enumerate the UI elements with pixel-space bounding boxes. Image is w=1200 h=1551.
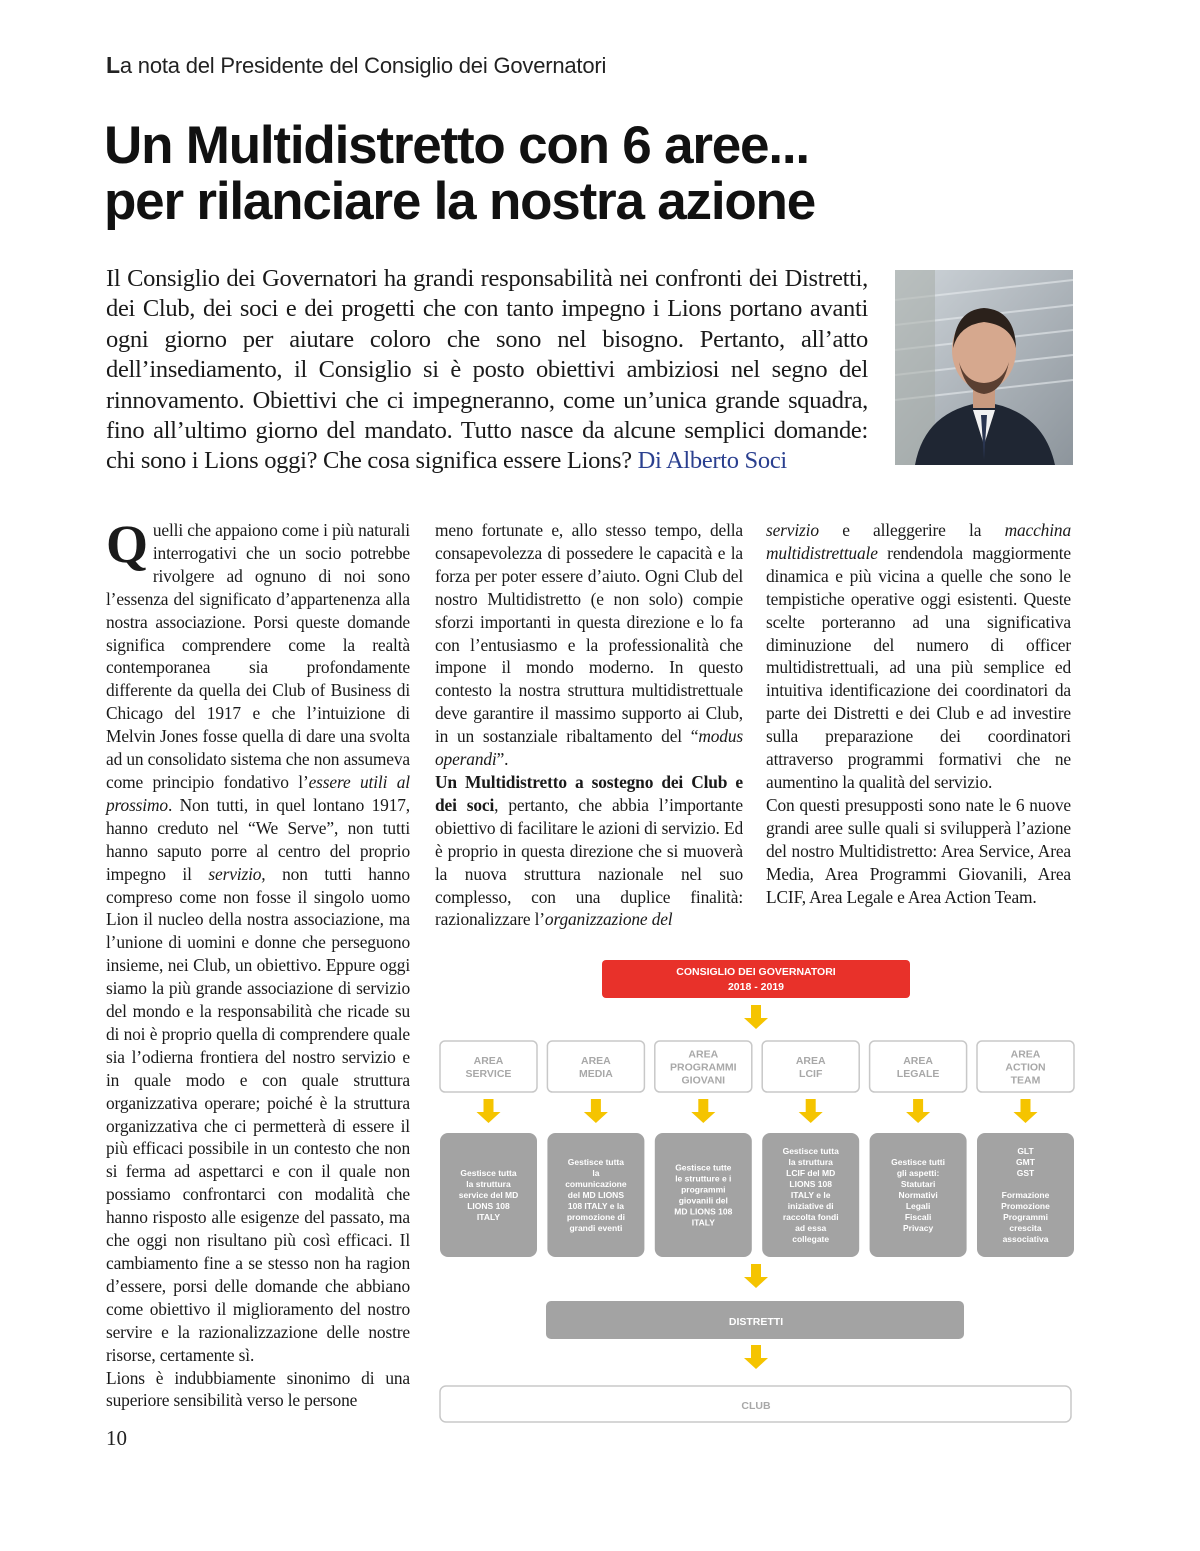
area-description-text: giovanili del [678, 1195, 728, 1206]
area-title-text: AREA [903, 1055, 933, 1067]
arrow-down-icon [744, 1264, 768, 1288]
area-description-text: raccolta fondi [782, 1212, 839, 1222]
arrow-down-icon [1014, 1099, 1038, 1123]
body-column-1 [106, 514, 410, 1412]
body-paragraph: Con questi presupposti sono nate le 6 nuove grandi aree sulle quali si svilupperà l’azione del nostro Multidistretto: Area Service, Area Media, Area Programmi Giovanili, Area LCIF, Area Legale e Area Action Team. [766, 794, 1071, 907]
area-title-text: AREA [795, 1055, 826, 1067]
area-description-text: la [592, 1168, 600, 1178]
area-description-text: Promozione [1001, 1201, 1050, 1211]
area-description-text: GMT [1016, 1157, 1035, 1167]
area-description-text: Statutari [900, 1179, 936, 1189]
area-description-text: ITALY e le [790, 1190, 831, 1200]
section-kicker: La nota del Presidente del Consiglio dei Governatori [106, 52, 607, 78]
body-column-3 [766, 519, 1071, 908]
area-description-text: GLT [1017, 1146, 1034, 1156]
area-title-text: ACTION [1005, 1061, 1046, 1074]
arrow-down-icon [477, 1099, 501, 1123]
area-description-text: Legali [905, 1201, 931, 1211]
area-description-text: 108 ITALY e la [567, 1201, 624, 1211]
area-title-text: AREA [688, 1048, 719, 1061]
arrow-down-icon [744, 1345, 768, 1369]
area-description-text: gli aspetti: [896, 1168, 940, 1178]
area-description-text: ITALY [476, 1212, 501, 1222]
area-description-text: LCIF del MD [786, 1168, 836, 1178]
consiglio-title: CONSIGLIO DEI GOVERNATORI [676, 966, 836, 978]
area-description-text: MD LIONS 108 [674, 1206, 733, 1217]
area-description-text: Normativi [898, 1190, 938, 1200]
body-paragraph: servizio e alleggerire la macchina multidistrettuale rendendola maggiormente dinamica e più vicina a quelle che sono le tempistiche operative oggi esistenti. Queste scelte porteranno ad una significativa diminuzione del numero di officer multidistrettuali, ad una più semplice ed intuitiva identificazione dei coordinatori da parte dei Distretti e dei Club e ad investire sulla preparazione dei coordinatori attraverso programmi formativi che ne aumentino la qualità del servizio. [766, 520, 1071, 792]
area-description-text: Gestisce tutti [891, 1157, 946, 1167]
area-title-text: AREA [1010, 1048, 1041, 1061]
area-description-text: collegate [792, 1234, 830, 1244]
area-title-text: PROGRAMMI [670, 1061, 737, 1074]
headline-line-1: Un Multidistretto con 6 aree... [104, 116, 809, 175]
author-portrait [895, 270, 1073, 465]
area-description-text: promozione di [566, 1212, 625, 1222]
area-title-text: LCIF [799, 1068, 823, 1080]
body-paragraph: meno fortunate e, allo stesso tempo, della consapevolezza di possedere le capacità e la forza per poter essere d’aiuto. Ogni Club del nostro Multidistretto (e non solo) compie sforzi importanti in questa direzione e lo fa con l’entusiasmo e la professionalità che impone il mondo moderno. In questo contesto la nostra struttura multidistrettuale deve garantire il massimo supporto ai Club, in un sostanziale ribaltamento del “modus operandi”. [435, 520, 743, 770]
area-title-text: AREA [473, 1055, 504, 1067]
body-paragraph: Quelli che appaiono come i più naturali interrogativi che un socio potrebbe rivolgere ad ognuno di noi sono l’essenza del significato d’appartenenza alla nostra associazione. Porsi queste domande significa comprendere come la realtà contemporanea sia profondamente differente da quella dei Club of Business di Chicago del 1917 e che l’intuizione di Melvin Jones fosse quella di dare una svolta ad un consolidato sistema che non assumeva come principio fondativo l’essere utili al prossimo. Non tutti, in quel lontano 1917, hanno creduto nel “We Serve”, non tutti hanno saputo porre al centro del proprio impegno il servizio, non tutti hanno compreso come non fosse il singolo uomo Lion il nucleo della nostra associazione, ma l’unione di uomini e donne che perseguono insieme, nei Club, un obiettivo. Eppure oggi siamo la più grande associazione di servizio del mondo e la responsabilità che ricade su di noi è proprio quella di comprendere quale sia l’odierna frontiera del nostro servizio e in quale modo e con quale struttura organizzativa operare; poiché è la struttura organizzativa che ci permetterà di essere il più efficaci possibile in un contesto che non si ferma ad aspettarci e con il quale non possiamo confrontarci con modalità che hanno risposto alle esigenze del passato, ma che oggi non risultano più così efficaci. Il cambiamento fine a se stesso non ha ragion d’essere, porsi delle domande che abbiano come obiettivo il miglioramento del nostro servire e la razionalizzazione delle nostre risorse, certamente sì. [106, 514, 410, 1365]
consiglio-years: 2018 - 2019 [727, 981, 785, 993]
area-description-text: Programmi [1003, 1212, 1048, 1222]
club-label: CLUB [741, 1400, 771, 1412]
org-chart [430, 950, 1080, 1440]
area-description-text: Gestisce tutta [782, 1146, 839, 1156]
area-description-text: Privacy [902, 1223, 934, 1233]
area-title-text: LEGALE [896, 1068, 940, 1080]
area-description-text: ITALY [691, 1217, 715, 1228]
body-column-2 [435, 519, 743, 931]
area-title-text: GIOVANI [681, 1074, 726, 1087]
area-description-text: LIONS 108 [467, 1201, 510, 1211]
lead-paragraph: Il Consiglio dei Governatori ha grandi responsabilità nei confronti dei Distretti, dei Club, dei soci e dei progetti che con tanto impegno i Lions portano avanti ogni giorno per aiutare coloro che sono nel bisogno. Pertanto, all’atto dell’insediamento, il Consiglio si è posto obiettivi ambiziosi nel segno del rinnovamento. Obiettivi che ci impegneranno, come un’unica grande squadra, fino all’ultimo giorno del mandato. Tutto nasce da alcune semplici domande: chi sono i Lions oggi? Che cosa significa essere Lions? Di Alberto Soci [106, 265, 868, 475]
distretti-label: DISTRETTI [728, 1316, 784, 1328]
arrow-down-icon [906, 1099, 930, 1123]
area-description-text: la struttura [788, 1157, 833, 1167]
area-description-text: ad essa [795, 1223, 827, 1233]
area-description-text: Gestisce tutta [460, 1168, 517, 1178]
area-description-text: le strutture e i [675, 1173, 732, 1184]
author-byline: Di Alberto Soci [637, 447, 787, 475]
area-description-text: associativa [1002, 1234, 1049, 1244]
area-description-text: la struttura [466, 1179, 511, 1189]
headline-line-2: per rilanciare la nostra azione [104, 172, 815, 231]
drop-cap: Q [106, 514, 148, 574]
area-description-text: programmi [681, 1184, 726, 1195]
page-number: 10 [106, 1426, 127, 1450]
area-description-text: crescita [1009, 1223, 1042, 1233]
body-paragraph: Un Multidistretto a sostegno dei Club e dei soci, pertanto, che abbia l’importante obiettivo di facilitare le azioni di servizio. Ed è proprio in questa direzione che si muoverà la nuova struttura nazionale nel suo complesso, con una duplice finalità: razionalizzare l’organizzazione del [435, 771, 744, 930]
arrow-down-icon [744, 1005, 768, 1029]
area-title-text: AREA [581, 1055, 611, 1067]
area-description-text: Fiscali [904, 1212, 932, 1222]
area-description-text: GST [1016, 1168, 1035, 1178]
headline [104, 118, 1104, 230]
arrow-down-icon [799, 1099, 823, 1123]
area-description-text: Gestisce tutte [675, 1162, 732, 1173]
area-title-text: TEAM [1010, 1074, 1041, 1087]
area-description-text: Formazione [1001, 1190, 1050, 1200]
arrow-down-icon [691, 1099, 715, 1123]
body-paragraph: Lions è indubbiamente sinonimo di una superiore sensibilità verso le persone [106, 1367, 410, 1411]
area-title-text: SERVICE [465, 1068, 512, 1080]
arrow-down-icon [584, 1099, 608, 1123]
area-description-text: iniziative di [787, 1201, 834, 1211]
area-description-text: service del MD [458, 1190, 519, 1200]
area-description-text: del MD LIONS [567, 1190, 625, 1200]
area-description-text: comunicazione [565, 1179, 627, 1189]
area-title-text: MEDIA [578, 1068, 613, 1080]
area-description-text: grandi eventi [569, 1223, 623, 1233]
area-description-text: Gestisce tutta [567, 1157, 625, 1167]
area-description-text: LIONS 108 [789, 1179, 832, 1189]
